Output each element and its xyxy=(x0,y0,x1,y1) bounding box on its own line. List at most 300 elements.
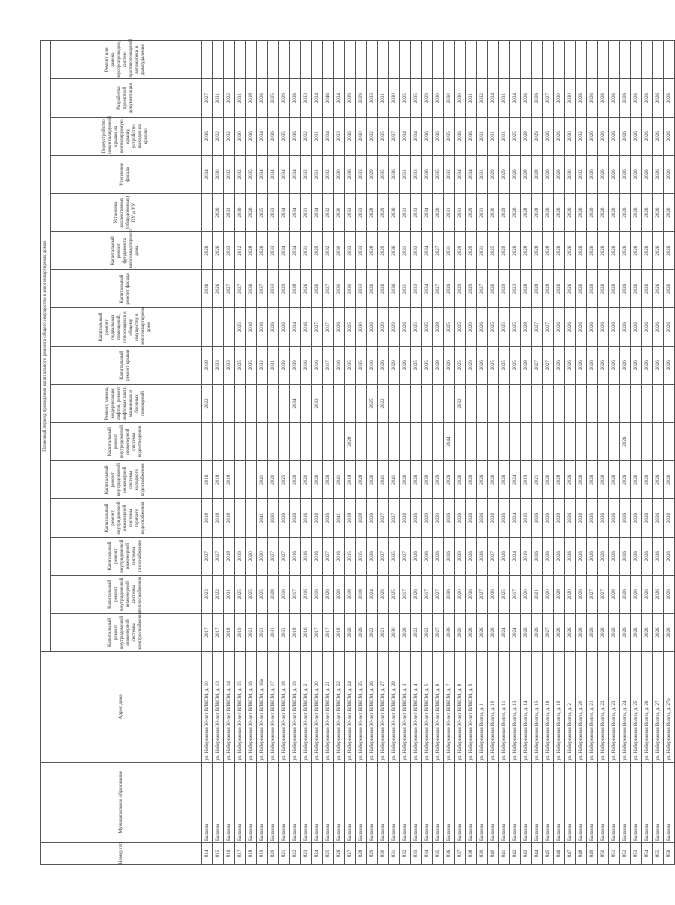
table-row xyxy=(411,41,422,865)
row-year-cell: 2026 xyxy=(620,232,631,270)
row-num: 823 xyxy=(301,842,312,864)
row-year-cell: 2027 xyxy=(389,499,400,537)
table-row xyxy=(642,41,653,865)
row-num: 848 xyxy=(576,842,587,864)
row-year-cell: 2033 xyxy=(224,193,235,231)
row-year-cell: 2029 xyxy=(499,155,510,193)
row-year-cell: 2034 xyxy=(290,384,301,422)
row-mo: Балахна xyxy=(213,762,224,842)
row-year-cell: 2026 xyxy=(631,461,642,499)
row-year-cell: 2026 xyxy=(653,193,664,231)
row-year-cell: 2039 xyxy=(279,346,290,384)
row-year-cell: 2025 xyxy=(400,79,411,117)
row-year-cell: 2025 xyxy=(488,346,499,384)
row-year-cell: 2026 xyxy=(620,537,631,575)
row-year-cell: 2026 xyxy=(444,346,455,384)
row-year-cell: 2024 xyxy=(510,461,521,499)
row-year-cell: 2016 xyxy=(334,346,345,384)
row-year-cell: 2031 xyxy=(268,346,279,384)
row-address: ул. Набережная Волги, д. 21 xyxy=(587,652,598,763)
row-year-cell: 2026 xyxy=(598,193,609,231)
row-year-cell xyxy=(664,41,675,79)
row-year-cell: 2017 xyxy=(400,575,411,613)
row-year-cell: 2027 xyxy=(235,270,246,308)
row-year-cell: 2036 xyxy=(389,232,400,270)
row-year-cell xyxy=(488,384,499,422)
header-col-8 xyxy=(51,308,202,346)
header-col-10 xyxy=(51,229,202,270)
row-year-cell xyxy=(631,423,642,461)
row-year-cell: 2026 xyxy=(323,461,334,499)
row-year-cell xyxy=(488,41,499,79)
row-year-cell: 2036 xyxy=(268,117,279,155)
row-year-cell: 2026 xyxy=(510,193,521,231)
row-year-cell: 2036 xyxy=(202,270,213,308)
row-mo: Балахна xyxy=(521,762,532,842)
row-year-cell: 2028 xyxy=(367,193,378,231)
row-year-cell: 2023 xyxy=(510,270,521,308)
row-year-cell: 2026 xyxy=(620,499,631,537)
row-address: ул. Набережная Волги, д. 14 xyxy=(521,652,532,763)
row-mo: Балахна xyxy=(499,762,510,842)
row-year-cell: 2032 xyxy=(224,117,235,155)
row-year-cell xyxy=(444,41,455,79)
row-year-cell xyxy=(554,41,565,79)
row-year-cell: 2033 xyxy=(268,193,279,231)
row-year-cell: 2027 xyxy=(323,270,334,308)
row-year-cell xyxy=(257,41,268,79)
row-num: 817 xyxy=(235,842,246,864)
row-mo: Балахна xyxy=(444,762,455,842)
row-year-cell: 2025 xyxy=(499,575,510,613)
row-year-cell: 2032 xyxy=(224,155,235,193)
row-year-cell: 2026 xyxy=(653,461,664,499)
table-row xyxy=(609,41,620,865)
table-row xyxy=(422,41,433,865)
row-year-cell xyxy=(609,41,620,79)
row-year-cell: 2025 xyxy=(499,308,510,346)
row-address: ул. Набережная Волги, д. 2 xyxy=(565,652,576,763)
row-year-cell: 2030 xyxy=(488,193,499,231)
row-year-cell: 2025 xyxy=(367,384,378,422)
row-year-cell: 2026 xyxy=(554,537,565,575)
row-year-cell xyxy=(576,41,587,79)
row-year-cell: 2034 xyxy=(279,232,290,270)
row-num: 844 xyxy=(532,842,543,864)
row-year-cell: 2026 xyxy=(521,613,532,651)
row-num: 851 xyxy=(609,842,620,864)
row-year-cell xyxy=(257,384,268,422)
row-year-cell: 2026 xyxy=(510,155,521,193)
row-year-cell: 2026 xyxy=(642,270,653,308)
row-address: ул. Набережная Волги, д. 22 xyxy=(598,652,609,763)
row-year-cell: 2033 xyxy=(411,232,422,270)
row-year-cell: 2041 xyxy=(257,461,268,499)
row-year-cell: 2016 xyxy=(301,613,312,651)
row-year-cell: 2027 xyxy=(433,575,444,613)
row-year-cell: 2026 xyxy=(466,613,477,651)
row-num: 836 xyxy=(444,842,455,864)
row-year-cell: 2032 xyxy=(323,232,334,270)
row-year-cell: 2026 xyxy=(598,232,609,270)
row-year-cell: 2016 xyxy=(257,308,268,346)
row-year-cell: 2026 xyxy=(620,346,631,384)
row-year-cell: 2018 xyxy=(334,613,345,651)
row-year-cell: 2037 xyxy=(389,117,400,155)
row-year-cell: 2026 xyxy=(609,308,620,346)
row-year-cell xyxy=(653,384,664,422)
row-num: 855 xyxy=(653,842,664,864)
row-year-cell: 2034 xyxy=(422,193,433,231)
row-year-cell xyxy=(301,41,312,79)
row-year-cell xyxy=(653,41,664,79)
row-address: ул. Набережная 30-лет ВЛКСМ, д. 24 xyxy=(345,652,356,763)
row-mo: Балахна xyxy=(642,762,653,842)
row-year-cell: 2026 xyxy=(598,499,609,537)
row-year-cell: 2026 xyxy=(510,232,521,270)
row-year-cell: 2026 xyxy=(653,270,664,308)
row-year-cell xyxy=(565,41,576,79)
row-year-cell: 2026 xyxy=(477,346,488,384)
row-year-cell: 2018 xyxy=(213,499,224,537)
row-mo: Балахна xyxy=(422,762,433,842)
row-year-cell: 2039 xyxy=(290,346,301,384)
row-year-cell: 2016 xyxy=(367,346,378,384)
row-year-cell xyxy=(576,423,587,461)
row-year-cell xyxy=(620,41,631,79)
row-year-cell: 2029 xyxy=(466,308,477,346)
row-year-cell: 2034 xyxy=(268,155,279,193)
row-year-cell: 2032 xyxy=(323,193,334,231)
row-year-cell: 2017 xyxy=(422,575,433,613)
row-year-cell: 2026 xyxy=(554,117,565,155)
row-year-cell xyxy=(246,384,257,422)
row-num: 824 xyxy=(312,842,323,864)
row-year-cell: 2033 xyxy=(334,117,345,155)
row-year-cell: 2026 xyxy=(598,117,609,155)
row-year-cell xyxy=(246,41,257,79)
row-year-cell: 2026 xyxy=(642,613,653,651)
row-year-cell: 2033 xyxy=(411,193,422,231)
row-year-cell xyxy=(433,423,444,461)
row-year-cell: 2016 xyxy=(312,346,323,384)
row-year-cell: 2026 xyxy=(642,232,653,270)
row-mo: Балахна xyxy=(455,762,466,842)
row-year-cell: 2027 xyxy=(433,232,444,270)
row-year-cell: 2026 xyxy=(279,308,290,346)
row-year-cell xyxy=(499,41,510,79)
row-num: 832 xyxy=(400,842,411,864)
row-year-cell xyxy=(235,41,246,79)
row-year-cell: 2026 xyxy=(543,499,554,537)
row-year-cell: 2026 xyxy=(576,461,587,499)
row-year-cell xyxy=(290,41,301,79)
row-year-cell: 2026 xyxy=(543,117,554,155)
row-year-cell: 2026 xyxy=(576,193,587,231)
row-year-cell: 2035 xyxy=(246,346,257,384)
row-address: ул. Набережная 30-лет ВЛКСМ, д. 15 xyxy=(235,652,246,763)
row-year-cell xyxy=(554,423,565,461)
table-row xyxy=(290,41,301,865)
row-year-cell: 2033 xyxy=(411,270,422,308)
row-year-cell: 2026 xyxy=(631,193,642,231)
row-year-cell: 2026 xyxy=(609,461,620,499)
row-year-cell: 2034 xyxy=(422,232,433,270)
row-year-cell: 2026 xyxy=(609,270,620,308)
row-year-cell: 2026 xyxy=(554,346,565,384)
row-year-cell: 2036 xyxy=(444,613,455,651)
row-year-cell: 2027 xyxy=(543,613,554,651)
header-col-label: Капитальный ремонт крыши xyxy=(120,349,131,381)
row-mo: Балахна xyxy=(598,762,609,842)
row-year-cell: 2036 xyxy=(488,575,499,613)
row-year-cell: 2026 xyxy=(576,308,587,346)
row-year-cell: 2026 xyxy=(246,193,257,231)
row-year-cell: 2026 xyxy=(587,79,598,117)
row-year-cell: 2022 xyxy=(367,613,378,651)
row-year-cell: 2026 xyxy=(587,308,598,346)
row-year-cell: 2026 xyxy=(620,308,631,346)
row-num: 853 xyxy=(631,842,642,864)
row-year-cell: 2026 xyxy=(488,270,499,308)
row-year-cell xyxy=(235,461,246,499)
row-year-cell: 2025 xyxy=(510,308,521,346)
row-mo: Балахна xyxy=(257,762,268,842)
row-year-cell: 2028 xyxy=(521,232,532,270)
row-year-cell: 2028 xyxy=(543,232,554,270)
header-col-11 xyxy=(51,193,202,231)
row-year-cell: 2025 xyxy=(268,79,279,117)
row-year-cell: 2017 xyxy=(323,346,334,384)
row-year-cell: 2026 xyxy=(411,575,422,613)
row-year-cell xyxy=(576,384,587,422)
row-year-cell: 2032 xyxy=(301,117,312,155)
repair-schedule-table xyxy=(40,40,675,865)
header-col-7 xyxy=(51,346,202,384)
row-year-cell: 2026 xyxy=(609,193,620,231)
row-mo: Балахна xyxy=(565,762,576,842)
row-year-cell: 2026 xyxy=(653,346,664,384)
row-year-cell: 2026 xyxy=(653,575,664,613)
table-row xyxy=(565,41,576,865)
row-year-cell: 2029 xyxy=(455,232,466,270)
row-mo: Балахна xyxy=(433,762,444,842)
table-row xyxy=(664,41,675,865)
row-year-cell: 2026 xyxy=(411,499,422,537)
row-year-cell: 2034 xyxy=(257,155,268,193)
row-year-cell: 2026 xyxy=(466,461,477,499)
row-year-cell: 2026 xyxy=(477,308,488,346)
row-mo: Балахна xyxy=(246,762,257,842)
row-year-cell: 2033 xyxy=(268,270,279,308)
row-year-cell xyxy=(213,423,224,461)
row-year-cell: 2035 xyxy=(356,346,367,384)
row-year-cell: 2026 xyxy=(653,308,664,346)
row-year-cell: 2026 xyxy=(444,270,455,308)
table-row xyxy=(378,41,389,865)
table-row xyxy=(543,41,554,865)
row-year-cell: 2026 xyxy=(664,155,675,193)
row-year-cell: 2026 xyxy=(587,117,598,155)
row-year-cell xyxy=(202,308,213,346)
row-year-cell xyxy=(202,193,213,231)
row-mo: Балахна xyxy=(653,762,664,842)
row-year-cell: 2026 xyxy=(642,117,653,155)
row-year-cell: 2036 xyxy=(433,117,444,155)
row-year-cell: 2026 xyxy=(543,461,554,499)
row-year-cell: 2036 xyxy=(235,193,246,231)
row-year-cell: 2026 xyxy=(653,537,664,575)
row-year-cell: 2026 xyxy=(554,308,565,346)
row-year-cell xyxy=(268,384,279,422)
row-year-cell: 2026 xyxy=(565,461,576,499)
header-mo: Муниципальное образование xyxy=(41,762,202,842)
row-year-cell xyxy=(422,41,433,79)
row-year-cell: 2041 xyxy=(334,461,345,499)
row-year-cell: 2033 xyxy=(345,193,356,231)
row-year-cell: 2029 xyxy=(389,346,400,384)
row-year-cell: 2026 xyxy=(664,79,675,117)
row-year-cell: 2026 xyxy=(598,308,609,346)
row-year-cell: 2034 xyxy=(312,193,323,231)
row-year-cell: 2031 xyxy=(235,79,246,117)
row-year-cell: 2026 xyxy=(565,232,576,270)
row-year-cell: 2031 xyxy=(378,79,389,117)
row-mo: Балахна xyxy=(510,762,521,842)
row-year-cell xyxy=(565,423,576,461)
row-year-cell: 2031 xyxy=(444,193,455,231)
row-year-cell: 2031 xyxy=(488,117,499,155)
row-year-cell xyxy=(378,41,389,79)
row-year-cell: 2034 xyxy=(279,155,290,193)
row-year-cell: 2027 xyxy=(543,308,554,346)
row-num: 840 xyxy=(488,842,499,864)
table-row xyxy=(455,41,466,865)
row-year-cell xyxy=(389,41,400,79)
row-year-cell: 2034 xyxy=(290,155,301,193)
table-row xyxy=(477,41,488,865)
row-mo: Балахна xyxy=(312,762,323,842)
row-year-cell: 2026 xyxy=(290,499,301,537)
table-row xyxy=(312,41,323,865)
row-year-cell: 2032 xyxy=(257,346,268,384)
row-year-cell: 2026 xyxy=(400,346,411,384)
row-year-cell: 2026 xyxy=(334,575,345,613)
row-year-cell: 2026 xyxy=(411,461,422,499)
row-year-cell: 2026 xyxy=(213,232,224,270)
row-mo: Балахна xyxy=(268,762,279,842)
row-year-cell: 2026 xyxy=(631,79,642,117)
row-year-cell: 2017 xyxy=(213,613,224,651)
row-year-cell: 2016 xyxy=(246,308,257,346)
row-year-cell: 2026 xyxy=(587,537,598,575)
row-year-cell: 2021 xyxy=(257,613,268,651)
row-num: 819 xyxy=(257,842,268,864)
row-year-cell xyxy=(587,41,598,79)
row-year-cell xyxy=(543,384,554,422)
row-year-cell: 2026 xyxy=(488,499,499,537)
row-year-cell: 2030 xyxy=(389,613,400,651)
row-year-cell xyxy=(213,41,224,79)
row-year-cell: 2028 xyxy=(356,499,367,537)
row-year-cell: 2032 xyxy=(323,155,334,193)
row-year-cell: 2027 xyxy=(202,537,213,575)
row-year-cell: 2030 xyxy=(235,117,246,155)
row-year-cell: 2030 xyxy=(356,308,367,346)
row-year-cell xyxy=(477,41,488,79)
row-year-cell: 2026 xyxy=(488,613,499,651)
header-col-3 xyxy=(51,499,202,537)
row-year-cell xyxy=(235,384,246,422)
row-year-cell xyxy=(642,41,653,79)
row-year-cell xyxy=(389,423,400,461)
row-year-cell: 2033 xyxy=(411,155,422,193)
table-row xyxy=(235,41,246,865)
row-year-cell: 2033 xyxy=(268,232,279,270)
row-year-cell: 2039 xyxy=(345,79,356,117)
row-year-cell: 2028 xyxy=(433,308,444,346)
row-year-cell: 2022 xyxy=(224,79,235,117)
row-year-cell: 2026 xyxy=(620,155,631,193)
row-year-cell: 2033 xyxy=(224,232,235,270)
row-year-cell xyxy=(532,384,543,422)
row-address: ул. Набережная 30-лет ВЛКСМ, д. 27 xyxy=(378,652,389,763)
row-year-cell xyxy=(543,41,554,79)
row-year-cell: 2030 xyxy=(334,232,345,270)
row-num: 821 xyxy=(279,842,290,864)
row-year-cell: 2026 xyxy=(444,499,455,537)
row-year-cell: 2016 xyxy=(301,575,312,613)
row-year-cell: 2026 xyxy=(664,461,675,499)
row-year-cell: 2018 xyxy=(213,461,224,499)
row-num: 816 xyxy=(224,842,235,864)
row-year-cell: 2036 xyxy=(466,575,477,613)
row-year-cell: 2019 xyxy=(521,461,532,499)
row-year-cell: 2026 xyxy=(312,270,323,308)
row-year-cell xyxy=(455,41,466,79)
row-year-cell: 2036 xyxy=(202,117,213,155)
row-year-cell: 2026 xyxy=(565,308,576,346)
row-year-cell: 2026 xyxy=(554,270,565,308)
row-year-cell: 2020 xyxy=(257,537,268,575)
row-address: ул. Набережная Волги, д. 15 xyxy=(532,652,543,763)
row-num: 830 xyxy=(378,842,389,864)
header-col-9 xyxy=(51,270,202,308)
row-year-cell: 2024 xyxy=(510,537,521,575)
row-year-cell: 2026 xyxy=(411,537,422,575)
row-address: ул. Набережная Волги, д. 26 xyxy=(642,652,653,763)
row-year-cell: 2036 xyxy=(290,117,301,155)
row-mo: Балахна xyxy=(389,762,400,842)
row-year-cell: 2026 xyxy=(620,461,631,499)
row-year-cell: 2028 xyxy=(532,270,543,308)
row-year-cell: 2041 xyxy=(389,461,400,499)
row-year-cell: 2025 xyxy=(257,193,268,231)
row-year-cell: 2026 xyxy=(499,537,510,575)
row-year-cell: 2031 xyxy=(477,232,488,270)
row-year-cell xyxy=(543,423,554,461)
row-mo: Балахна xyxy=(543,762,554,842)
row-year-cell: 2025 xyxy=(510,346,521,384)
row-year-cell: 2016 xyxy=(301,499,312,537)
row-year-cell: 2027 xyxy=(532,346,543,384)
row-year-cell xyxy=(477,423,488,461)
row-mo: Балахна xyxy=(235,762,246,842)
row-mo: Балахна xyxy=(345,762,356,842)
row-year-cell: 2028 xyxy=(268,575,279,613)
row-year-cell xyxy=(312,41,323,79)
row-year-cell: 2028 xyxy=(521,346,532,384)
